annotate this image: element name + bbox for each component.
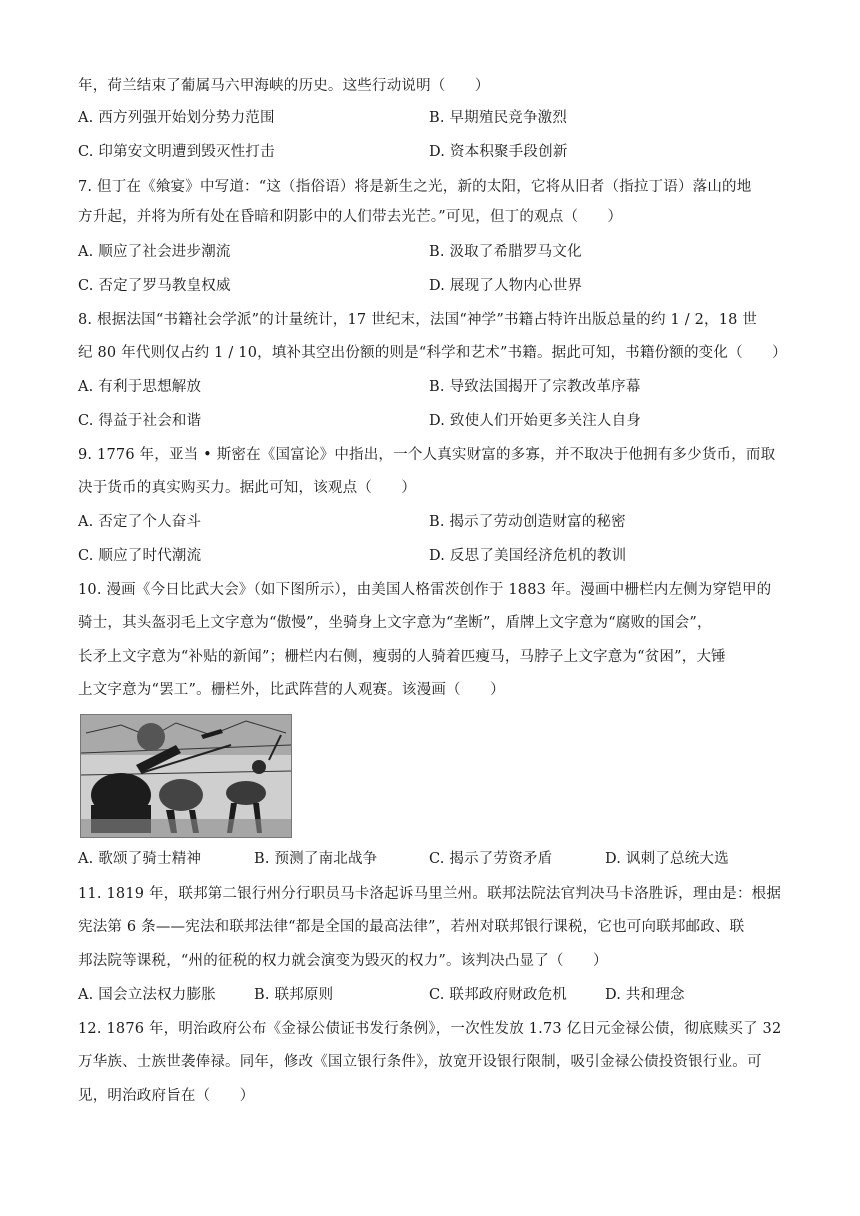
q6-option-b: B. 早期殖民竞争激烈	[429, 110, 568, 126]
q7-option-a: A. 顺应了社会进步潮流	[78, 244, 231, 260]
q10-stem-line: 10. 漫画《今日比武大会》（如下图所示），由美国人格雷茨创作于 1883 年。漫画中栅栏内左侧为穿铠甲的	[78, 582, 772, 598]
q7-stem-line: 7. 但丁在《飨宴》中写道：“这（指俗语）将是新生之光，新的太阳，它将从旧者（指拉丁语）落山的地	[78, 179, 752, 195]
q9-option-d: D. 反思了美国经济危机的教训	[429, 548, 627, 564]
q9-option-c: C. 顺应了时代潮流	[78, 548, 202, 564]
q12-stem-line: 12. 1876 年，明治政府公布《金禄公债证书发行条例》，一次性发放 1.73 亿日元金禄公债，彻底赎买了 32	[78, 1021, 782, 1037]
q11-stem-line: 邦法院等课税，“州的征税的权力就会演变为毁灭的权力”。该判决凸显了（ ）	[78, 953, 608, 969]
q9-option-a: A. 否定了个人奋斗	[78, 514, 202, 530]
q10-stem-line: 上文字意为“罢工”。栅栏外，比武阵营的人观赛。该漫画（ ）	[78, 682, 505, 698]
q9-stem-line: 9. 1776 年，亚当 • 斯密在《国富论》中指出，一个人真实财富的多寡，并不取决于他拥有多少货币，而取	[78, 447, 776, 463]
q10-option-a: A. 歌颂了骑士精神	[78, 851, 202, 867]
q11-stem-line: 宪法第 6 条——宪法和联邦法律“都是全国的最高法律”，若州对联邦银行课税，它也可向联邦邮政、联	[78, 919, 745, 935]
q11-stem-line: 11. 1819 年，联邦第二银行州分行职员马卡洛起诉马里兰州。联邦法院法官判决马卡洛胜诉，理由是：根据	[78, 886, 782, 902]
q11-option-a: A. 国会立法权力膨胀	[78, 987, 216, 1003]
q8-stem-line: 纪 80 年代则仅占约 1 / 10，填补其空出份额的则是“科学和艺术”书籍。据此可知，书籍份额的变化（ ）	[78, 345, 787, 361]
q6-option-a: A. 西方列强开始划分势力范围	[78, 110, 275, 126]
q6-option-c: C. 印第安文明遭到毁灭性打击	[78, 144, 275, 160]
q6-stem-line: 年，荷兰结束了葡属马六甲海峡的历史。这些行动说明（ ）	[78, 78, 490, 94]
q10-option-b: B. 预测了南北战争	[254, 851, 378, 867]
q11-option-b: B. 联邦原则	[254, 987, 334, 1003]
q7-option-d: D. 展现了人物内心世界	[429, 278, 583, 294]
q7-stem-line: 方升起，并将为所有处在昏暗和阴影中的人们带去光芒。”可见，但丁的观点（ ）	[78, 209, 623, 225]
cartoon-illustration	[81, 715, 291, 837]
q8-option-b: B. 导致法国揭开了宗教改革序幕	[429, 379, 641, 395]
q10-stem-line: 骑士，其头盔羽毛上文字意为“傲慢”，坐骑身上文字意为“垄断”，盾牌上文字意为“腐败的国会”，	[78, 615, 712, 631]
q8-option-c: C. 得益于社会和谐	[78, 413, 202, 429]
q10-option-c: C. 揭示了劳资矛盾	[429, 851, 553, 867]
q10-option-d: D. 讽刺了总统大选	[605, 851, 729, 867]
q11-option-c: C. 联邦政府财政危机	[429, 987, 567, 1003]
q6-option-d: D. 资本积聚手段创新	[429, 144, 568, 160]
cartoon-image	[80, 714, 292, 838]
q12-stem-line: 万华族、士族世袭俸禄。同年，修改《国立银行条件》，放宽开设银行限制，吸引金禄公债投资银行业。可	[78, 1054, 762, 1070]
q8-option-d: D. 致使人们开始更多关注人自身	[429, 413, 642, 429]
q7-option-b: B. 汲取了希腊罗马文化	[429, 244, 582, 260]
q9-stem-line: 决于货币的真实购买力。据此可知，该观点（ ）	[78, 480, 417, 496]
q11-option-d: D. 共和理念	[605, 987, 685, 1003]
q10-stem-line: 长矛上文字意为“补贴的新闻”；栅栏内右侧，瘦弱的人骑着匹瘦马，马脖子上文字意为“贫困”，大锤	[78, 649, 726, 665]
q9-option-b: B. 揭示了劳动创造财富的秘密	[429, 514, 626, 530]
q7-option-c: C. 否定了罗马教皇权威	[78, 278, 231, 294]
q8-option-a: A. 有利于思想解放	[78, 379, 202, 395]
q12-stem-line: 见，明治政府旨在（ ）	[78, 1088, 255, 1104]
q8-stem-line: 8. 根据法国“书籍社会学派”的计量统计，17 世纪末，法国“神学”书籍占特许出版总量的约 1 / 2，18 世	[78, 312, 758, 328]
